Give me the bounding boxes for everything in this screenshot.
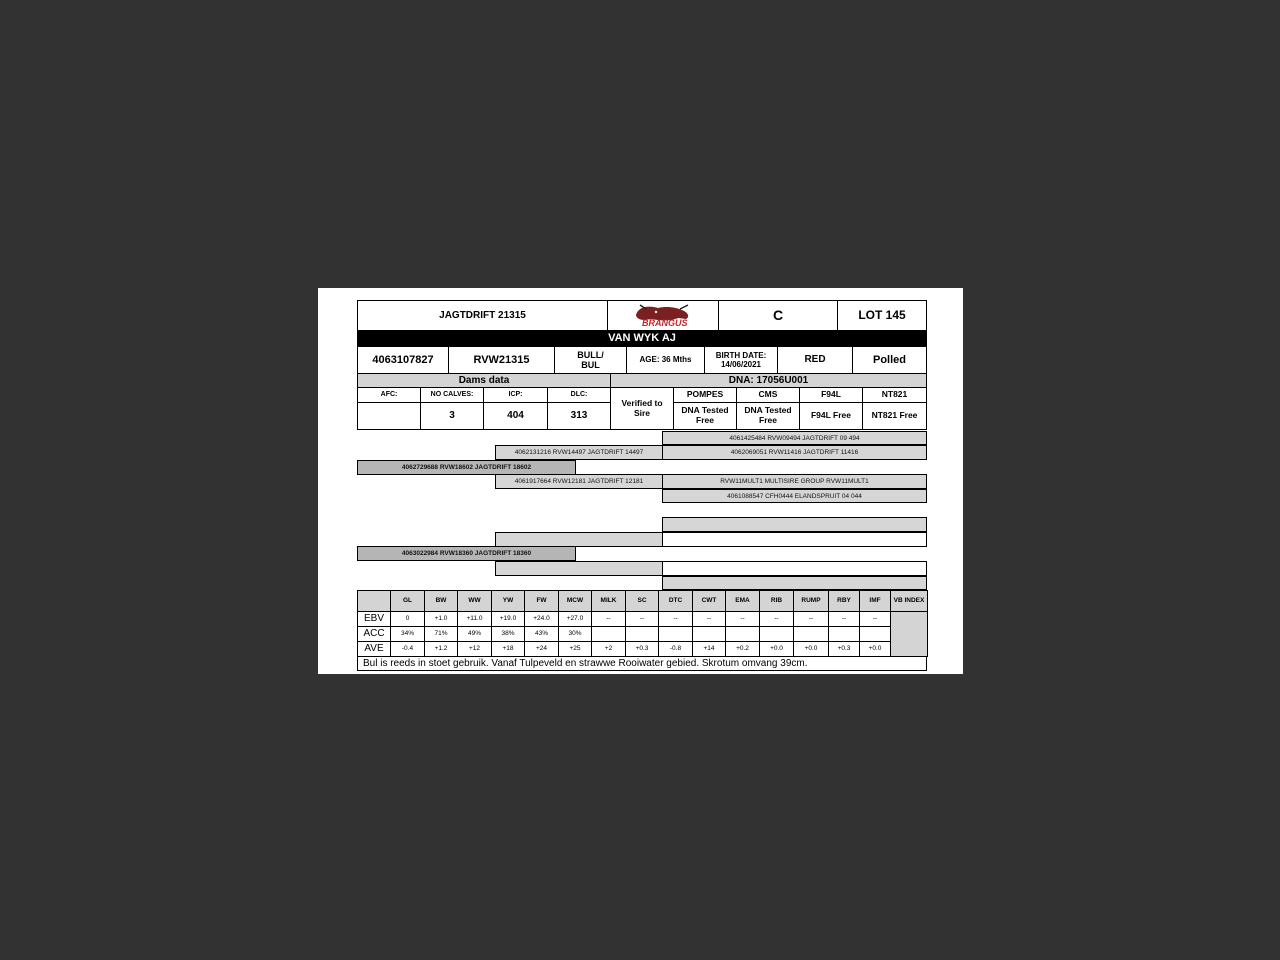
pedigree-sire: 4062729688 RVW18602 JAGTDRIFT 18602	[357, 460, 576, 475]
ebv-cell: 34%	[390, 626, 425, 642]
ebv-cell: +1.0	[424, 611, 458, 627]
vb-index-value	[890, 611, 928, 657]
ebv-cell: +25	[558, 641, 592, 657]
nt821-value: NT821 Free	[862, 402, 927, 430]
no-calves-value: 3	[420, 402, 484, 430]
cms-header: CMS	[736, 387, 800, 403]
pompes-header: POMPES	[673, 387, 737, 403]
pedigree-sire-sire-dam: 4062069051 RVW11416 JAGTDRIFT 11416	[662, 445, 927, 460]
ebv-cell	[759, 626, 794, 642]
ebv-cell: 30%	[558, 626, 592, 642]
ebv-cell: +0.2	[725, 641, 760, 657]
age: AGE: 36 Mths	[626, 346, 705, 374]
ebv-row-label-ave: AVE	[357, 641, 391, 657]
id-number: 4063107827	[357, 346, 449, 374]
pedigree-sire-dam-sire: RVW11MULT1 MULTISIRE GROUP RVW11MULT1	[662, 474, 927, 489]
pedigree-dam-dam-sire	[662, 561, 927, 576]
ebv-cell: 0	[390, 611, 425, 627]
comment: Bul is reeds in stoet gebruik. Vanaf Tulpeveld en strawwe Rooiwater gebied. Skrotum omvang 39cm.	[357, 656, 927, 671]
ebv-cell: +1.2	[424, 641, 458, 657]
pompes-value: DNA Tested Free	[673, 402, 737, 430]
verified-to-sire: Verified to Sire	[610, 387, 674, 430]
ebv-col-rib: RIB	[759, 590, 794, 612]
ebv-col-ww: WW	[457, 590, 492, 612]
ebv-cell: 38%	[491, 626, 525, 642]
ebv-cell: 49%	[457, 626, 492, 642]
ebv-col-yw: YW	[491, 590, 525, 612]
ebv-col-cwt: CWT	[692, 590, 726, 612]
pedigree-sire-sire-sire: 4061425484 RVW09494 JAGTDRIFT 09 494	[662, 431, 927, 445]
ebv-cell: -0.4	[390, 641, 425, 657]
ebv-col-sc: SC	[625, 590, 659, 612]
ebv-cell: +2	[591, 641, 626, 657]
ebv-cell: --	[828, 611, 860, 627]
ebv-cell: +11.0	[457, 611, 492, 627]
ebv-cell: --	[793, 611, 829, 627]
ebv-cell: +19.0	[491, 611, 525, 627]
ebv-cell: +18	[491, 641, 525, 657]
ebv-col-imf: IMF	[859, 590, 891, 612]
dna-title: DNA: 17056U001	[610, 373, 927, 388]
afc-value	[357, 402, 421, 430]
ebv-cell: +0.0	[859, 641, 891, 657]
icp-header: ICP:	[483, 387, 548, 403]
ebv-cell: +24	[524, 641, 559, 657]
ebv-col-mcw: MCW	[558, 590, 592, 612]
logo-text: BRANGUS	[642, 318, 688, 328]
ebv-cell: --	[859, 611, 891, 627]
lot-number: LOT 145	[837, 300, 927, 331]
pedigree-sire-sire: 4062131216 RVW14497 JAGTDRIFT 14497	[495, 445, 663, 460]
nt821-header: NT821	[862, 387, 927, 403]
ebv-col-rump: RUMP	[793, 590, 829, 612]
pedigree-dam-sire-dam	[662, 532, 927, 547]
ebv-cell	[625, 626, 659, 642]
ebv-cell	[859, 626, 891, 642]
pedigree-dam: 4063022984 RVW18360 JAGTDRIFT 18360	[357, 546, 576, 561]
ebv-cell: +27.0	[558, 611, 592, 627]
pedigree-dam-dam-dam	[662, 576, 927, 590]
sex: BULL/ BUL	[554, 346, 627, 374]
ebv-cell	[658, 626, 693, 642]
ebv-cell	[725, 626, 760, 642]
ebv-col-milk: MILK	[591, 590, 626, 612]
ebv-cell: +12	[457, 641, 492, 657]
ebv-row-label-ebv: EBV	[357, 611, 391, 627]
cms-value: DNA Tested Free	[736, 402, 800, 430]
dlc-value: 313	[547, 402, 611, 430]
pedigree-sire-dam-dam: 4061088547 CFH0444 ELANDSPRUIT 04 044	[662, 489, 927, 503]
ebv-col-dtc: DTC	[658, 590, 693, 612]
ebv-cell: --	[591, 611, 626, 627]
ebv-col-gl: GL	[390, 590, 425, 612]
pedigree-dam-dam	[495, 561, 663, 576]
pedigree-sire-dam: 4061917664 RVW12181 JAGTDRIFT 12181	[495, 474, 663, 489]
colour: RED	[777, 346, 853, 374]
ebv-cell: +0.0	[759, 641, 794, 657]
ebv-cell: --	[725, 611, 760, 627]
pedigree-dam-sire-sire	[662, 517, 927, 532]
ebv-row-label-acc: ACC	[357, 626, 391, 642]
ebv-cell: +14	[692, 641, 726, 657]
pedigree-dam-sire	[495, 532, 663, 547]
ebv-cell: +0.0	[793, 641, 829, 657]
no-calves-header: NO CALVES:	[420, 387, 484, 403]
ebv-cell: 71%	[424, 626, 458, 642]
ebv-cell: 43%	[524, 626, 559, 642]
ebv-cell: -0.8	[658, 641, 693, 657]
horn-status: Polled	[852, 346, 927, 374]
ebv-cell: +0.3	[625, 641, 659, 657]
ebv-cell: --	[625, 611, 659, 627]
f94l-header: F94L	[799, 387, 863, 403]
ebv-col-vb-index: VB INDEX	[890, 590, 928, 612]
brangus-logo	[607, 300, 719, 331]
ebv-col-fw: FW	[524, 590, 559, 612]
ebv-col-bw: BW	[424, 590, 458, 612]
ebv-col-rby: RBY	[828, 590, 860, 612]
birth-date: BIRTH DATE: 14/06/2021	[704, 346, 778, 374]
afc-header: AFC:	[357, 387, 421, 403]
owner-name: VAN WYK AJ	[357, 330, 927, 346]
lot-card	[318, 288, 963, 674]
dlc-header: DLC:	[547, 387, 611, 403]
icp-value: 404	[483, 402, 548, 430]
ebv-cell: --	[692, 611, 726, 627]
ebv-cell: +24.0	[524, 611, 559, 627]
ebv-cell: --	[759, 611, 794, 627]
ebv-cell	[828, 626, 860, 642]
ebv-cell	[793, 626, 829, 642]
reg-number: RVW21315	[448, 346, 555, 374]
ebv-cell	[692, 626, 726, 642]
grade: C	[718, 300, 838, 331]
f94l-value: F94L Free	[799, 402, 863, 430]
ebv-cell: --	[658, 611, 693, 627]
animal-name: JAGTDRIFT 21315	[357, 300, 608, 331]
dams-data-title: Dams data	[357, 373, 611, 388]
ebv-corner	[357, 590, 391, 612]
ebv-cell: +0.3	[828, 641, 860, 657]
ebv-cell	[591, 626, 626, 642]
ebv-col-ema: EMA	[725, 590, 760, 612]
